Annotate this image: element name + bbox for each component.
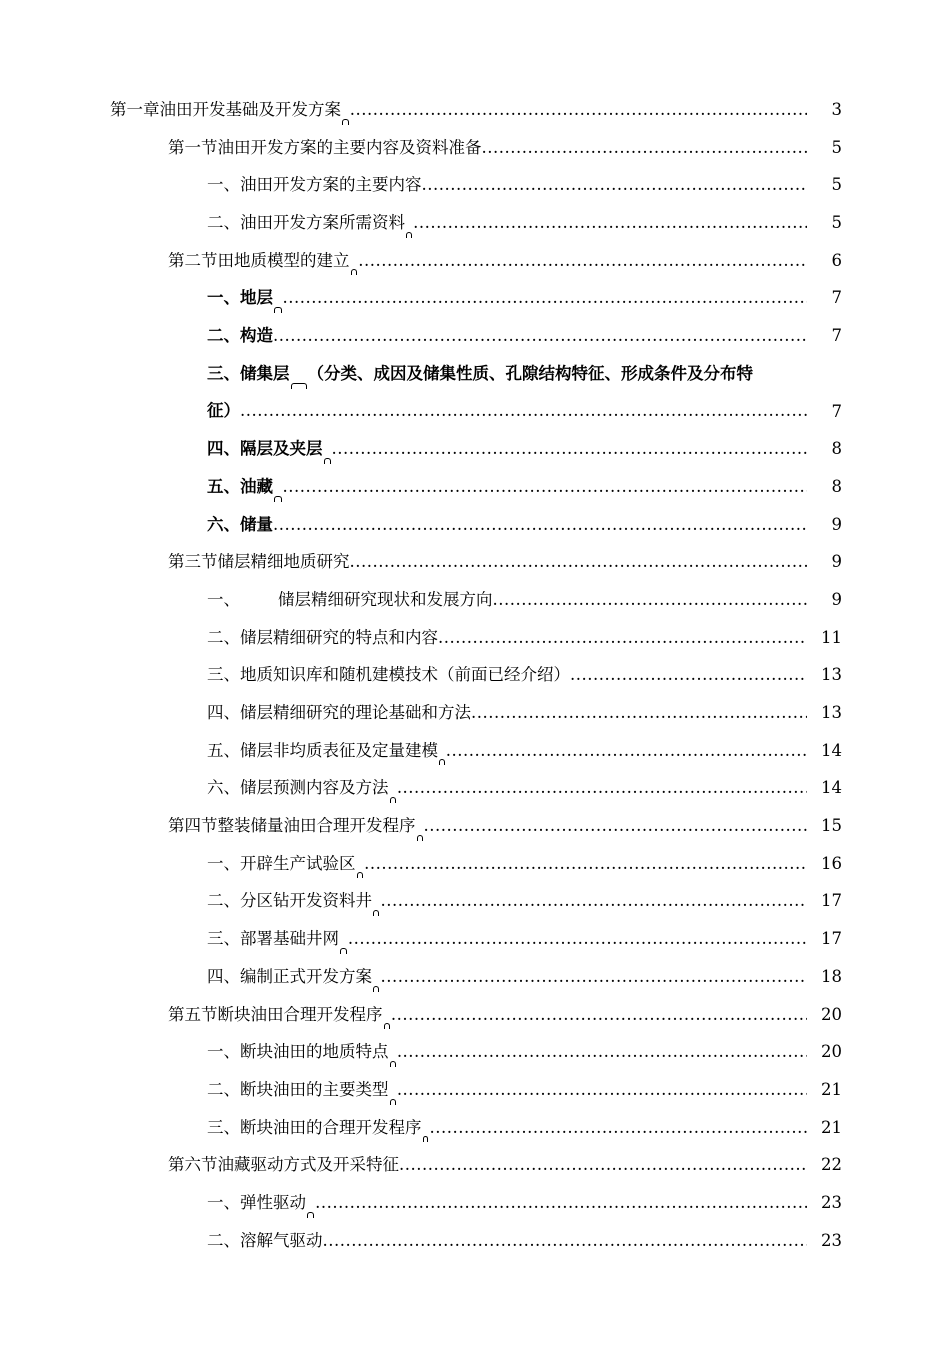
toc-page-number: 20 [821, 1042, 842, 1062]
toc-entry-title: 二、油田开发方案所需资料 [207, 213, 405, 233]
toc-entry[interactable] [0, 882, 950, 920]
toc-entry-title: 第一节油田开发方案的主要内容及资料准备 [168, 137, 482, 157]
toc-entry-line [207, 845, 807, 883]
table-of-contents [0, 91, 950, 1259]
toc-page-number: 3 [831, 100, 842, 119]
toc-entry-title: 三、断块油田的合理开发程序 [207, 1117, 422, 1137]
toc-entry[interactable] [0, 468, 950, 506]
toc-entry-line [168, 807, 807, 845]
toc-page-number: 9 [831, 552, 842, 572]
toc-entry[interactable] [0, 656, 950, 694]
toc-page-number: 17 [821, 929, 842, 949]
toc-page-number: 23 [821, 1230, 842, 1250]
toc-entry-line [207, 581, 807, 619]
toc-entry-title: 一、弹性驱动 [207, 1192, 306, 1212]
toc-page-number: 8 [831, 476, 842, 496]
toc-entry[interactable] [0, 845, 950, 883]
toc-entry-title: 二、断块油田的主要类型 [207, 1079, 389, 1099]
toc-entry-line [168, 129, 807, 167]
placeholder-mark-icon [307, 1212, 314, 1218]
toc-entry[interactable] [0, 619, 950, 657]
toc-entry-line [207, 769, 807, 807]
toc-entry[interactable] [0, 91, 950, 129]
toc-entry[interactable] [0, 1146, 950, 1184]
toc-entry[interactable] [0, 430, 950, 468]
placeholder-mark-icon [417, 835, 423, 841]
toc-entry-line [168, 543, 807, 581]
placeholder-mark-icon [423, 1136, 429, 1142]
toc-entry-title: 征） [207, 401, 240, 421]
toc-entry-title: 第三节储层精细地质研究 [168, 552, 350, 572]
toc-entry-line [207, 920, 807, 958]
toc-entry[interactable] [0, 506, 950, 544]
toc-entry-line [207, 279, 807, 317]
toc-entry-title: 六、储量 [207, 514, 273, 534]
toc-entry[interactable] [0, 1184, 950, 1222]
toc-entry-title: 二、储层精细研究的特点和内容 [207, 627, 438, 647]
placeholder-mark-icon [390, 797, 396, 803]
dot-leader [283, 468, 807, 506]
toc-page-number: 7 [831, 401, 842, 421]
toc-entry-title: 六、储层预测内容及方法 [207, 778, 389, 798]
toc-page-number: 5 [831, 175, 842, 195]
toc-entry-line [207, 430, 807, 468]
placeholder-mark-icon [324, 458, 331, 464]
toc-page-number: 9 [831, 589, 842, 609]
dot-leader [323, 1222, 808, 1260]
dot-leader [438, 619, 807, 657]
toc-page-number: 13 [821, 665, 842, 685]
toc-entry-title: 二、分区钻开发资料井 [207, 891, 372, 911]
toc-page-number: 8 [831, 439, 842, 459]
dot-leader [399, 1146, 807, 1184]
dot-leader [315, 1184, 807, 1222]
placeholder-mark-icon [406, 232, 412, 238]
toc-entry[interactable] [0, 1033, 950, 1071]
dot-leader [364, 845, 807, 883]
dot-leader [493, 581, 808, 619]
dot-leader [240, 392, 807, 430]
toc-entry-line [168, 1146, 807, 1184]
toc-entry-line [110, 91, 807, 129]
toc-entry[interactable] [0, 581, 950, 619]
placeholder-mark-icon [291, 383, 307, 389]
dot-leader [446, 732, 807, 770]
toc-page-number: 21 [821, 1079, 842, 1099]
toc-entry-title: 第二节田地质模型的建立 [168, 250, 350, 270]
toc-entry-line [207, 468, 807, 506]
toc-entry-title: 五、储层非均质表征及定量建模 [207, 740, 438, 760]
placeholder-mark-icon [373, 910, 379, 916]
toc-page-number: 22 [821, 1155, 842, 1175]
toc-entry[interactable] [0, 996, 950, 1034]
toc-entry-line [207, 1033, 807, 1071]
toc-entry[interactable] [0, 129, 950, 167]
toc-entry-line [207, 882, 807, 920]
toc-entry[interactable] [0, 732, 950, 770]
placeholder-mark-icon [274, 307, 282, 313]
dot-leader [348, 920, 807, 958]
toc-page-number: 9 [831, 514, 842, 534]
toc-page-number: 23 [821, 1192, 842, 1212]
toc-entry[interactable] [0, 317, 950, 355]
toc-entry-line [207, 694, 807, 732]
toc-entry-title: 一、油田开发方案的主要内容 [207, 175, 422, 195]
toc-page-number: 6 [831, 250, 842, 270]
dot-leader [283, 279, 807, 317]
toc-entry-line [207, 732, 807, 770]
toc-entry-title: 三、部署基础井网 [207, 929, 339, 949]
placeholder-mark-icon [373, 986, 379, 992]
toc-page-number: 21 [821, 1117, 842, 1137]
toc-entry-title: 四、储层精细研究的理论基础和方法 [207, 703, 471, 722]
dot-leader [273, 506, 807, 544]
toc-page-number: 20 [821, 1004, 842, 1024]
toc-entry-line [207, 317, 807, 355]
placeholder-mark-icon [384, 1023, 390, 1029]
toc-page-number: 15 [821, 816, 842, 836]
toc-entry-line [207, 1071, 807, 1109]
toc-entry-title: 第一章油田开发基础及开发方案 [110, 99, 341, 119]
toc-entry[interactable] [0, 1109, 950, 1147]
toc-entry[interactable] [0, 355, 950, 430]
toc-entry-title: 第四节整装储量油田合理开发程序 [168, 816, 416, 836]
toc-entry-line [207, 393, 807, 431]
toc-entry-title: 二、溶解气驱动 [207, 1230, 323, 1250]
toc-entry-title: 第五节断块油田合理开发程序 [168, 1004, 383, 1024]
toc-entry-line [207, 656, 807, 694]
dot-leader [358, 242, 807, 280]
toc-page-number: 14 [821, 740, 842, 760]
dot-leader [482, 129, 808, 167]
placeholder-mark-icon [357, 872, 364, 878]
dot-leader [429, 1109, 807, 1147]
toc-entry-line [207, 204, 807, 242]
toc-page-number: 7 [831, 326, 842, 346]
toc-entry[interactable] [0, 920, 950, 958]
toc-entry[interactable] [0, 807, 950, 845]
dot-leader [424, 807, 807, 845]
toc-entry[interactable] [0, 694, 950, 732]
toc-entry-line [207, 958, 807, 996]
placeholder-mark-icon [342, 119, 349, 125]
dot-leader [350, 543, 808, 581]
toc-entry-line [207, 166, 807, 204]
toc-entry-title: 一、断块油田的地质特点 [207, 1042, 389, 1062]
toc-entry[interactable] [0, 166, 950, 204]
toc-entry[interactable] [0, 1222, 950, 1260]
dot-leader [350, 91, 807, 129]
toc-page-number: 5 [831, 137, 842, 157]
dot-leader [380, 958, 807, 996]
toc-entry-line [168, 242, 807, 280]
toc-entry-line [207, 1184, 807, 1222]
toc-page-number: 17 [821, 891, 842, 911]
dot-leader [570, 656, 807, 694]
dot-leader [273, 317, 807, 355]
dot-leader [471, 694, 807, 732]
placeholder-mark-icon [274, 496, 282, 502]
dot-leader [397, 1033, 807, 1071]
toc-entry-title: 一、开辟生产试验区 [207, 853, 356, 873]
toc-entry[interactable] [0, 204, 950, 242]
toc-entry-title: 第六节油藏驱动方式及开采特征 [168, 1155, 399, 1175]
toc-entry-title-part: 三、储集层 [207, 363, 290, 383]
toc-page-number: 13 [821, 703, 842, 723]
toc-entry[interactable] [0, 543, 950, 581]
placeholder-mark-icon [340, 948, 347, 954]
toc-entry[interactable] [0, 958, 950, 996]
toc-page-number: 7 [831, 288, 842, 308]
toc-entry-line [207, 1109, 807, 1147]
toc-entry-title: 二、构造 [207, 326, 273, 346]
toc-entry-line [207, 619, 807, 657]
toc-entry-title: 四、编制正式开发方案 [207, 966, 372, 986]
toc-entry-line [168, 996, 807, 1034]
placeholder-mark-icon [439, 759, 445, 765]
toc-entry-title: 一、地层 [207, 288, 273, 308]
dot-leader [422, 166, 808, 204]
toc-entry-title-part: （分类、成因及储集性质、孔隙结构特征、形成条件及分布特 [307, 363, 753, 383]
toc-entry[interactable] [0, 279, 950, 317]
toc-page-number: 14 [821, 778, 842, 798]
toc-page-number: 18 [821, 966, 842, 986]
toc-entry-title: 三、地质知识库和随机建模技术（前面已经介绍） [207, 665, 570, 685]
toc-entry-title-line1 [207, 355, 842, 393]
toc-entry-title: 五、油藏 [207, 476, 273, 496]
dot-leader [413, 204, 807, 242]
toc-entry[interactable] [0, 769, 950, 807]
toc-entry[interactable] [0, 242, 950, 280]
placeholder-mark-icon [390, 1099, 396, 1105]
toc-entry-line [207, 1222, 807, 1260]
toc-entry-title [207, 581, 493, 619]
dot-leader [391, 996, 807, 1034]
toc-entry-title: 四、隔层及夹层 [207, 439, 323, 459]
toc-entry-line [207, 506, 807, 544]
dot-leader [332, 430, 808, 468]
toc-page-number: 5 [831, 213, 842, 233]
placeholder-mark-icon [351, 269, 358, 275]
toc-entry-text: 储层精细研究现状和发展方向 [278, 589, 493, 609]
dot-leader [397, 1071, 807, 1109]
dot-leader [397, 769, 807, 807]
toc-page-number: 16 [821, 853, 842, 873]
dot-leader [380, 882, 807, 920]
toc-page-number: 11 [821, 627, 842, 647]
placeholder-mark-icon [390, 1061, 396, 1067]
toc-entry[interactable] [0, 1071, 950, 1109]
toc-entry-number: 一、 [207, 589, 240, 609]
